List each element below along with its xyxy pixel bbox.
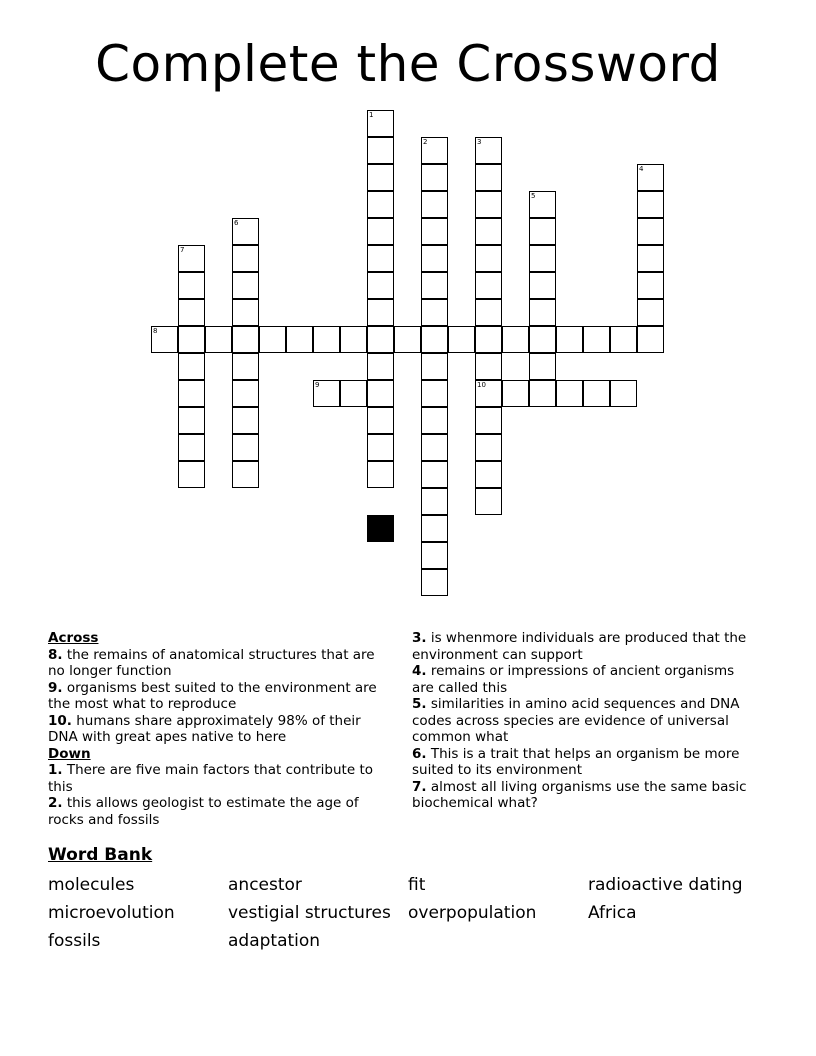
grid-cell[interactable] <box>475 245 502 272</box>
clue-number: 8 <box>153 327 158 335</box>
grid-cell[interactable] <box>421 569 448 596</box>
grid-cell[interactable] <box>232 434 259 461</box>
word-bank-word: radioactive dating <box>588 875 743 895</box>
grid-cell[interactable] <box>367 191 394 218</box>
grid-cell[interactable] <box>259 326 286 353</box>
clue-text: similarities in amino acid sequences and DNA codes across species are evidence of universal common what <box>412 696 740 745</box>
word-bank-word: overpopulation <box>408 903 537 923</box>
clue-item <box>412 746 757 779</box>
grid-cell[interactable] <box>556 380 583 407</box>
clue-text: This is a trait that helps an organism be more suited to its environment <box>412 745 740 778</box>
grid-cell[interactable] <box>610 380 637 407</box>
grid-cell[interactable] <box>529 353 556 380</box>
clue-num: 5. <box>412 696 427 712</box>
grid-cell[interactable] <box>556 326 583 353</box>
grid-cell[interactable] <box>529 299 556 326</box>
grid-cell[interactable] <box>340 326 367 353</box>
clue-num: 4. <box>412 663 427 679</box>
word-bank-word: fossils <box>48 931 101 951</box>
grid-cell[interactable] <box>367 272 394 299</box>
grid-cell[interactable] <box>421 353 448 380</box>
clue-number: 5 <box>531 192 536 200</box>
grid-cell[interactable] <box>421 542 448 569</box>
grid-cell[interactable] <box>475 191 502 218</box>
grid-cell[interactable] <box>421 488 448 515</box>
clue-number: 1 <box>369 111 374 119</box>
grid-cell[interactable] <box>232 245 259 272</box>
clue-num: 1. <box>48 762 63 778</box>
grid-cell[interactable] <box>421 218 448 245</box>
clue-num: 9. <box>48 679 63 696</box>
grid-cell[interactable] <box>475 461 502 488</box>
grid-cell[interactable] <box>610 326 637 353</box>
down-heading: Down <box>48 745 91 762</box>
grid-cell[interactable] <box>475 299 502 326</box>
grid-cell[interactable] <box>637 245 664 272</box>
across-clue-list <box>48 647 393 746</box>
clue-number: 9 <box>315 381 320 389</box>
grid-cell[interactable] <box>421 137 448 164</box>
grid-cell[interactable] <box>178 326 205 353</box>
grid-cell[interactable] <box>367 380 394 407</box>
grid-cell[interactable] <box>421 326 448 353</box>
clue-number: 2 <box>423 138 428 146</box>
grid-cell[interactable] <box>421 407 448 434</box>
grid-cell[interactable] <box>583 326 610 353</box>
grid-cell[interactable] <box>421 245 448 272</box>
grid-cell[interactable] <box>313 326 340 353</box>
clue-item <box>48 680 393 713</box>
clue-number: 7 <box>180 246 185 254</box>
grid-cell[interactable] <box>637 299 664 326</box>
clue-item <box>48 795 393 828</box>
clues-column-left <box>48 630 393 828</box>
grid-cell[interactable] <box>529 380 556 407</box>
grid-cell[interactable] <box>421 299 448 326</box>
grid-cell[interactable] <box>367 353 394 380</box>
grid-cell[interactable] <box>367 218 394 245</box>
grid-cell[interactable] <box>421 461 448 488</box>
page-title: Complete the Crossword <box>95 35 721 93</box>
grid-cell[interactable] <box>367 299 394 326</box>
grid-cell[interactable] <box>313 380 340 407</box>
grid-cell[interactable] <box>232 272 259 299</box>
grid-cell[interactable] <box>529 326 556 353</box>
word-bank-word: microevolution <box>48 903 175 923</box>
grid-cell[interactable] <box>232 353 259 380</box>
grid-cell[interactable] <box>367 137 394 164</box>
grid-cell[interactable] <box>475 407 502 434</box>
grid-cell[interactable] <box>367 245 394 272</box>
grid-cell[interactable] <box>475 380 502 407</box>
grid-cell[interactable] <box>367 461 394 488</box>
word-bank-word: ancestor <box>228 875 302 895</box>
clue-number: 4 <box>639 165 644 173</box>
grid-cell[interactable] <box>232 299 259 326</box>
clue-item <box>412 663 757 696</box>
clue-num: 3. <box>412 630 427 646</box>
grid-cell[interactable] <box>178 461 205 488</box>
down-clue-list <box>48 762 393 828</box>
grid-cell[interactable] <box>421 434 448 461</box>
grid-cell[interactable] <box>178 272 205 299</box>
grid-cell[interactable] <box>367 434 394 461</box>
word-bank-title: Word Bank <box>48 845 153 865</box>
grid-cell[interactable] <box>475 164 502 191</box>
grid-cell[interactable] <box>475 218 502 245</box>
clue-item <box>412 630 757 663</box>
grid-cell[interactable] <box>232 380 259 407</box>
grid-cell[interactable] <box>421 515 448 542</box>
word-bank-word: vestigial structures <box>228 903 391 923</box>
clue-number: 10 <box>477 381 486 389</box>
clue-number: 3 <box>477 138 482 146</box>
grid-cell[interactable] <box>421 272 448 299</box>
clue-item <box>48 713 393 746</box>
grid-cell[interactable] <box>502 326 529 353</box>
word-bank-word: Africa <box>588 903 637 923</box>
clue-text: almost all living organisms use the same basic biochemical what? <box>412 778 747 811</box>
clue-item <box>48 762 393 795</box>
across-heading: Across <box>48 630 99 646</box>
clue-text: is whenmore individuals are produced that the environment can support <box>412 630 747 663</box>
clue-text: remains or impressions of ancient organisms are called this <box>412 663 735 696</box>
grid-cell[interactable] <box>529 245 556 272</box>
grid-cell[interactable] <box>286 326 313 353</box>
grid-cell[interactable] <box>421 380 448 407</box>
grid-cell[interactable] <box>475 434 502 461</box>
grid-cell[interactable] <box>448 326 475 353</box>
grid-cell[interactable] <box>475 326 502 353</box>
clue-text: There are five main factors that contribute to this <box>48 762 373 795</box>
black-cell <box>367 515 394 542</box>
clue-num: 2. <box>48 795 63 811</box>
grid-cell[interactable] <box>529 218 556 245</box>
grid-cell[interactable] <box>232 407 259 434</box>
grid-cell[interactable] <box>151 326 178 353</box>
word-bank-word: molecules <box>48 875 135 895</box>
grid-cell[interactable] <box>502 380 529 407</box>
grid-cell[interactable] <box>178 380 205 407</box>
clue-item <box>412 779 757 812</box>
clue-num: 10. <box>48 712 72 729</box>
grid-cell[interactable] <box>529 272 556 299</box>
grid-cell[interactable] <box>232 218 259 245</box>
grid-cell[interactable] <box>232 326 259 353</box>
clue-num: 7. <box>412 778 427 795</box>
grid-cell[interactable] <box>637 326 664 353</box>
down-clue-list-continued <box>412 630 757 812</box>
grid-cell[interactable] <box>367 407 394 434</box>
grid-cell[interactable] <box>637 272 664 299</box>
clue-text: the remains of anatomical structures that are no longer function <box>48 646 375 679</box>
grid-cell[interactable] <box>178 407 205 434</box>
grid-cell[interactable] <box>232 461 259 488</box>
clue-num: 8. <box>48 646 63 663</box>
grid-cell[interactable] <box>367 326 394 353</box>
grid-cell[interactable] <box>178 245 205 272</box>
grid-cell[interactable] <box>475 488 502 515</box>
grid-cell[interactable] <box>421 164 448 191</box>
clue-num: 6. <box>412 745 427 762</box>
clue-text: organisms best suited to the environment are the most what to reproduce <box>48 679 377 712</box>
grid-cell[interactable] <box>421 191 448 218</box>
grid-cell[interactable] <box>637 191 664 218</box>
grid-cell[interactable] <box>367 164 394 191</box>
grid-cell[interactable] <box>529 191 556 218</box>
grid-cell[interactable] <box>340 380 367 407</box>
grid-cell[interactable] <box>637 164 664 191</box>
word-bank-word: adaptation <box>228 931 321 951</box>
grid-cell[interactable] <box>178 299 205 326</box>
grid-cell[interactable] <box>205 326 232 353</box>
clue-item <box>48 647 393 680</box>
clue-text: this allows geologist to estimate the age of rocks and fossils <box>48 795 359 828</box>
grid-cell[interactable] <box>394 326 421 353</box>
grid-cell[interactable] <box>178 434 205 461</box>
clues-column-right <box>412 630 757 812</box>
clue-number: 6 <box>234 219 239 227</box>
grid-cell[interactable] <box>367 110 394 137</box>
grid-cell[interactable] <box>178 353 205 380</box>
word-bank-word: fit <box>408 875 426 895</box>
grid-cell[interactable] <box>583 380 610 407</box>
grid-cell[interactable] <box>475 137 502 164</box>
clue-item <box>412 696 757 746</box>
clue-text: humans share approximately 98% of their DNA with great apes native to here <box>48 712 361 745</box>
grid-cell[interactable] <box>637 218 664 245</box>
grid-cell[interactable] <box>475 353 502 380</box>
grid-cell[interactable] <box>475 272 502 299</box>
